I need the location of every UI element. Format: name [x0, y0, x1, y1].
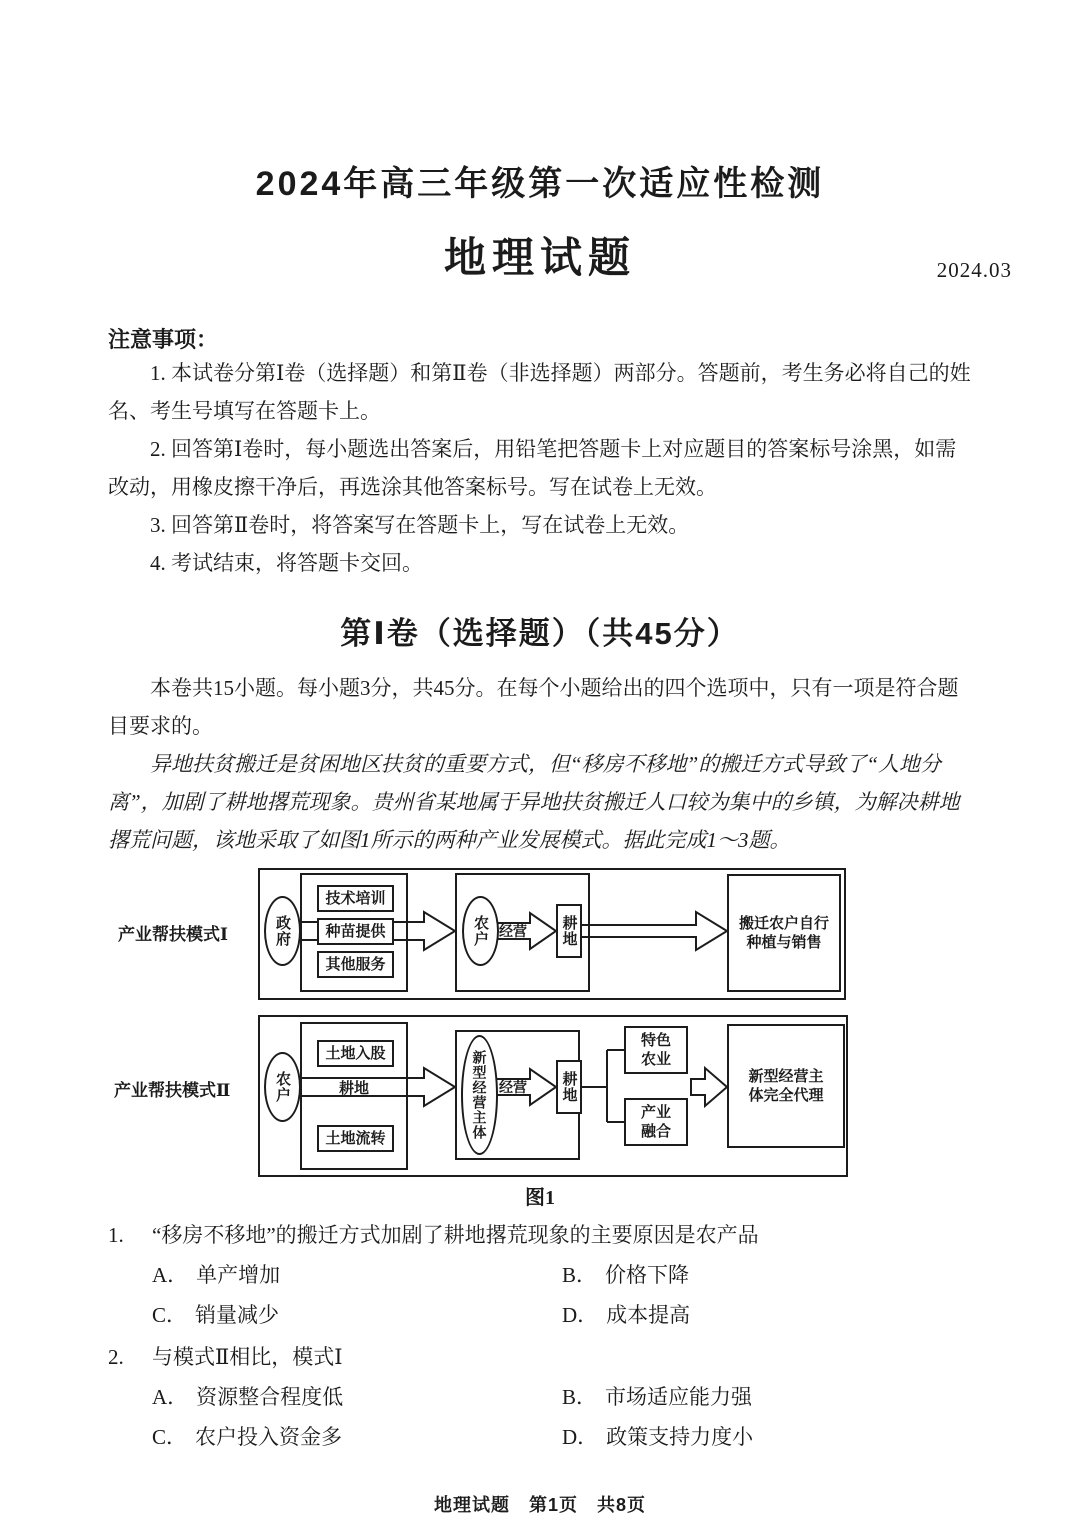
mode2-branch-agriculture-text: 特色 农业 [640, 1032, 671, 1068]
figure-caption: 图1 [525, 1187, 555, 1209]
mode1-result-box [727, 874, 841, 992]
question-number: 2. [108, 1345, 124, 1369]
option-d: D． 成本提高 [562, 1303, 691, 1327]
mode2-land-box [556, 1060, 582, 1114]
mode1-land-label: 耕地 [560, 915, 578, 947]
mode1-service-training-box: 技术培训 [317, 885, 394, 912]
mode2-operator-label: 新型经营主体 [471, 1050, 488, 1140]
question-1-options [108, 1255, 972, 1335]
notice-item: 3. 回答第Ⅱ卷时，将答案写在答题卡上，写在试卷上无效。 [150, 513, 690, 537]
option-b: B． 价格下降 [562, 1263, 690, 1287]
mode1-service-other-box: 其他服务 [317, 951, 394, 978]
exam-subject-title: 地理试题 [443, 234, 636, 281]
mode2-land-share-box: 土地入股 [317, 1040, 394, 1067]
mode1-result-text: 搬迁农户自行 种植与销售 [738, 915, 829, 951]
mode1-land-box [556, 904, 582, 958]
page-footer: 地理试题 第1页 共8页 [433, 1495, 647, 1515]
mode1-government-ellipse [264, 896, 301, 966]
question-2-stem [108, 1337, 972, 1377]
passage-text: 异地扶贫搬迁是贫困地区扶贫的重要方式，但“移房不移地”的搬迁方式导致了“人地分离”，加剧了耕地撂荒现象。贵州省某地属于异地扶贫搬迁人口较为集中的乡镇，为解决耕地撂荒问题，该地采取了如图1所示的两种产业发展模式。据此完成1～3题。 [108, 752, 960, 852]
exam-date: 2024.03 [936, 258, 1012, 282]
question-2 [108, 1337, 972, 1457]
question-number: 1. [108, 1223, 124, 1247]
notice-heading: 注意事项： [108, 327, 219, 352]
notice-item: 4. 考试结束，将答题卡交回。 [150, 551, 423, 575]
option-c: C． 销量减少 [152, 1303, 280, 1327]
mode2-branch-integration-box [624, 1098, 688, 1146]
option-c: C． 农户投入资金多 [152, 1425, 343, 1449]
mode2-operate-arrow-label: 经营 [499, 1079, 527, 1095]
mode2-result-box [727, 1024, 845, 1148]
mode1-government-label: 政府 [274, 915, 291, 947]
page-content [0, 323, 1080, 859]
mode1-operate-arrow-label: 经营 [499, 923, 527, 939]
mode1-label: 产业帮扶模式Ⅰ [118, 925, 228, 944]
mode2-land-label: 耕地 [560, 1071, 578, 1103]
mode2-branch-agriculture-box [624, 1026, 688, 1074]
question-stem-text: “移房不移地”的搬迁方式加剧了耕地撂荒现象的主要原因是农产品 [152, 1223, 759, 1247]
option-a: A． 资源整合程度低 [152, 1385, 344, 1409]
question-stem-text: 与模式Ⅱ相比，模式Ⅰ [152, 1345, 343, 1369]
mode2-branch-integration-text: 产业 融合 [640, 1104, 671, 1140]
figure-1 [0, 865, 1080, 1213]
question-1-stem [108, 1215, 972, 1255]
option-d: D． 政策支持力度小 [562, 1425, 754, 1449]
mode2-farmer-label: 农户 [274, 1071, 291, 1103]
notice-item: 2. 回答第Ⅰ卷时，每小题选出答案后，用铅笔把答题卡上对应题目的答案标号涂黑，如需改动，用橡皮擦干净后，再选涂其他答案标号。写在试卷上无效。 [108, 437, 957, 499]
mode2-label: 产业帮扶模式Ⅱ [114, 1081, 231, 1100]
mode2-operator-ellipse [461, 1035, 498, 1155]
mode1-service-seedling-box: 种苗提供 [317, 918, 394, 945]
option-b: B． 市场适应能力强 [562, 1385, 753, 1409]
mode1-farmer-label: 农户 [472, 915, 489, 947]
mode2-land-transfer-box: 土地流转 [317, 1125, 394, 1152]
section-heading: 第Ⅰ卷（选择题）（共45分） [340, 616, 740, 651]
notice-item: 1. 本试卷分第Ⅰ卷（选择题）和第Ⅱ卷（非选择题）两部分。答题前，考生务必将自己的姓名、考生号填写在答题卡上。 [108, 361, 971, 423]
subtitle-row [0, 225, 1080, 287]
question-1 [108, 1215, 972, 1335]
option-a: A． 单产增加 [152, 1263, 281, 1287]
page-title: 2024年高三年级第一次适应性检测 [255, 165, 825, 203]
mode2-land-mid-label: 耕地 [338, 1079, 369, 1097]
section-intro: 本卷共15小题。每小题3分，共45分。在每个小题给出的四个选项中，只有一项是符合题目要求的。 [108, 676, 959, 738]
mode2-result-text: 新型经营主 体完全代理 [748, 1068, 824, 1104]
mode2-farmer-ellipse [264, 1052, 301, 1122]
question-2-options [108, 1377, 972, 1457]
